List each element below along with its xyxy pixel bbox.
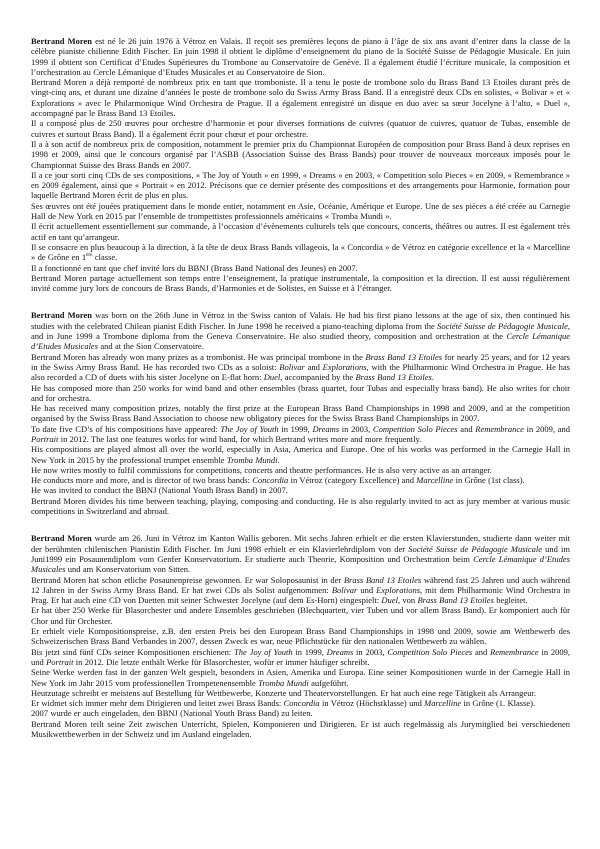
paragraph <box>31 475 570 485</box>
text-run: in Grône (1. Klasse). <box>461 698 536 709</box>
text-run: Er widmet sich immer mehr dem Dirigieren und leitet zwei Brass Bands: <box>31 698 284 709</box>
text-run-bold: Bertrand Moren <box>31 36 93 46</box>
text-run: Ses œuvres ont été jouées pratiquement dans le monde entier, notamment en Asie, Océanie, Amérique et Europe. Une de ses pièces a été créée au Carnegie Hall de New York en 2015 par l’ensemble de trompettistes professionnels américains « Tromba Mundi ». <box>31 200 570 222</box>
bio-section-german <box>31 533 570 739</box>
text-run: and at the Sion Conservatoire. <box>98 341 204 352</box>
text-run-italic: Tromba Mundi <box>258 677 309 688</box>
text-run: , von <box>397 595 418 606</box>
text-run-italic: Concordia <box>283 698 320 709</box>
text-run: Seine Werke werden fast in der ganzen Welt gespielt, besonders in Asien, Amerika und Europa. Eine seiner Kompositionen wurde in der Carnegie Hall in New York im Jahr 2015 vom professionellen Trompetenensemble <box>31 667 570 688</box>
text-run-italic: Bolivar <box>331 584 358 595</box>
text-run: , with the Philharmonic Wind Orchestra in Prague. He has also recorded a CD of duets with his sister Jocelyne on E-flat horn: <box>31 361 570 383</box>
paragraph <box>31 139 570 170</box>
text-run: To date five CD’s of his compositions have appeared: <box>31 423 221 434</box>
text-run: in 2012. The last one features works for wind band, for which Bertrand writes more and more frequently. <box>58 433 422 444</box>
bio-section-english <box>31 310 570 516</box>
paragraph <box>31 605 570 626</box>
text-run-italic: Competition Solo Pieces <box>372 423 458 434</box>
text-run: and <box>457 423 476 434</box>
text-run-italic: The Joy of Youth <box>220 423 279 434</box>
text-run: and <box>472 646 491 657</box>
text-run-italic: Brass Band 13 Etoiles <box>365 351 443 362</box>
text-run: He now writes mostly to fulfil commissions for competitions, concerts and theatre performances. He is also very active as an arranger. <box>31 464 492 475</box>
text-run: Er hat über 250 Werke für Blasorchester und andere Ensembles geschrieben (Blechquartett, vier Tuben und vor allem Brass Band). Er komponiert auch für Chor und für Orchester. <box>31 605 570 626</box>
text-run: , mit dem Philharmonic Wind Orchestra in Prag. Er hat auch eine CD von Duetten mit seiner Schwester Jocelyne (auf dem Es-Horn) eingespielt: <box>31 584 570 606</box>
text-run-bold: Bertrand Moren <box>31 310 92 321</box>
paragraph <box>31 383 570 404</box>
text-run-italic: Duel <box>263 372 281 383</box>
text-run: Bis jetzt sind fünf CDs seiner Kompositionen erschienen: <box>31 646 235 657</box>
text-run: for nearly 25 years, and for 12 years in the Swiss Army Brass Band. He has recorded two CDs as a soloist: <box>31 351 570 372</box>
paragraph <box>31 170 570 201</box>
text-run: . <box>277 454 280 465</box>
text-run: in 1999, <box>278 423 313 434</box>
text-run-italic: Marcelline <box>416 475 454 486</box>
text-run: Bertrand Moren teilt seine Zeit zwischen Unterricht, Spielen, Komponieren und Dirigieren. Er ist auch regelmässig als Jurymitglied bei verschiedenen Musikwettbewerben in der Schweiz und im Ausland eingeladen. <box>31 718 570 739</box>
text-run: und <box>357 584 377 595</box>
paragraph <box>31 647 570 668</box>
paragraph <box>31 688 570 698</box>
text-run: , accompanied by the <box>280 372 356 383</box>
text-run: in 1999, <box>292 646 327 657</box>
text-run-italic: Portrait <box>46 656 74 667</box>
text-run: He has composed more than 250 works for wind band and other ensembles (brass quartet, four Tubas and especially brass band). He also writes for choir and for orchestra. <box>31 382 570 403</box>
text-run-italic: Duel <box>381 595 398 606</box>
text-run-italic: Remembrance <box>490 646 539 657</box>
text-run: His compositions are played almost all over the world, especially in Asia, America and Europe. One of his works was performed in the Carnegie Hall in New York in 2015 by the professional trumpet ensemble <box>31 444 570 465</box>
paragraph <box>31 698 570 708</box>
paragraph <box>31 352 570 383</box>
paragraph <box>31 221 570 242</box>
text-run: während fast 25 Jahren und auch während 12 Jahren in der Swiss Army Brass Band. Er hat zwei CDs als Solist aufgenommen: <box>31 574 571 595</box>
paragraph <box>31 118 570 139</box>
text-run-italic: Dreams <box>312 423 340 434</box>
text-run: in Vétroz (Höchstklasse) und <box>319 698 425 709</box>
text-run-italic: Brass Band 13 Etoiles <box>417 595 494 606</box>
text-run: und am Konservatorium von Sitten. <box>65 564 191 575</box>
text-run: aufgeführt. <box>308 677 349 688</box>
paragraph <box>31 444 570 465</box>
text-run: He has received many composition prizes, notably the first prize at the European Brass Band Championships in 1998 and 2009, and at the competition organised by the Swiss Brass Band Association to choose new obligatory pieces for the Swiss Brass Band Championships in 2007. <box>31 403 570 424</box>
text-run: Il a composé plus de 250 œuvres pour orchestre d’harmonie et pour diverses formations de cuivres (quatuor de cuivres, quatuor de Tubas, ensemble de cuivres et surtout Brass Band). Il a également écrit pour chœur et pour orchestre. <box>31 118 570 139</box>
text-run: . <box>431 372 434 383</box>
text-run-italic: Brass Band 13 Etoiles <box>343 574 422 585</box>
paragraph <box>31 273 570 294</box>
text-run: Bertrand Moren a déjà remporté de nombreux prix en tant que tromboniste. Il a tenu le poste de trombone solo du Brass Band 13 Etoiles durant près de vingt-cinq ans, et durant une dizaine d’années le poste de trombone solo du Swiss Army Brass Band. Il a enregistré deux CDs en solistes, « Bolivar » et « Explorations » avec le Philarmonique Wind Orchestra de Prague. Il a également enregistré un disque en duo avec sa sœur Jocelyne à l’alto, « Duel », accompagné par le Brass Band 13 Etoiles. <box>31 77 570 119</box>
text-run: , and in June 1999 a Trombone diploma from the Geneva Conservatoire. He also studied theory, composition and orchestration at the <box>31 320 570 342</box>
text-run: Il se consacre en plus beaucoup à la direction, à la tête de deux Brass Bands villageois, la « Concordia » de Vétroz en catégorie excellence et la « Marcelline » de Grône en 1 <box>31 241 570 263</box>
text-run: wurde am 26. Juni in Vétroz im Kanton Wallis geboren. Mit sechs Jahren erhielt er die ersten Klavierstunden, studierte dann weiter mit der berühmten chilenischen Pianistin Edith Fischer. Im Juni 1998 erhielt er ein Klavierlehrdiplom von der <box>31 533 570 554</box>
paragraph <box>31 496 570 517</box>
paragraph <box>31 424 570 445</box>
text-run-italic: Portrait <box>31 433 59 444</box>
text-run: He conducts more and more, and is director of two brass bands: <box>31 475 253 486</box>
bio-section-french <box>31 36 570 293</box>
text-run: in Vétroz (category Excellence) and <box>288 475 417 486</box>
text-run: in 2003, <box>353 646 388 657</box>
paragraph <box>31 485 570 495</box>
text-run-italic: Dreams <box>326 646 354 657</box>
text-run: in Grône (1st class). <box>453 475 525 486</box>
text-run: Bertrand Moren divides his time between teaching, playing, composing and conducting. He is also regularly invited to act as jury member at various music competitions in Switzerland and abroad. <box>31 495 570 517</box>
text-run: in 2003, <box>339 423 373 434</box>
text-run: und im Juni1999 ein Posaunendiplom vom Genfer Konservatorium. Er studierte auch Theorie, Komposition und Orchestration beim <box>31 543 571 564</box>
text-run-italic: Brass Band 13 Etoiles <box>355 372 432 383</box>
text-run-italic: Société Suisse de Pédagogie Musicale <box>408 543 543 554</box>
text-run: Er erhielt viele Kompositionspreise, z.B. den ersten Preis bei den European Brass Band Championships in 1998 und 2009, sowie am Wettbewerb des Schweizerischen Brass Band Verbandes in 2007, dessen Zweck es war, neue Pflichtstücke für den nationalen Wettbewerb zu wählen. <box>31 626 570 647</box>
text-run-italic: Bolivar <box>279 361 305 372</box>
text-run-italic: Competition Solo Pieces <box>387 646 473 657</box>
text-run: Heutzutage schreibt er meistens auf Bestellung für Wettbewerbe, Konzerte und Theatervorstellungen. Er hat auch eine rege Tätigkeit als Arrangeur. <box>31 687 536 698</box>
text-run-italic: Concordia <box>252 475 289 486</box>
text-run: in 2009, and <box>523 423 570 434</box>
text-run-italic: Cercle Lémanique d’Etudes Musicales <box>31 553 570 575</box>
text-run: est né le 26 juin 1976 à Vétroz en Valais. Il reçoit ses premières leçons de piano à l’âge de six ans avant d’entrer dans la classe de la célèbre pianiste chilienne Edith Fischer. En juin 1998 il obtient le diplôme d’enseignement du piano de la Société Suisse de Pédagogie Musicale. En juin 1999 il obtient son Certificat d’Etudes Supérieures du Trombone au Conservatoire de Genève. Il a également étudié l’écriture musicale, la composition et l’orchestration au Cercle Lémanique d’Etudes Musicales et au Conservatoire de Sion. <box>31 36 571 77</box>
text-run: 2007 wurde er auch eingeladen, den BBNJ (National Youth Brass Band) zu leiten. <box>31 708 313 719</box>
text-run: He was invited to conduct the BBNJ (National Youth Brass Band) in 2007. <box>31 485 288 496</box>
text-run-italic: Remembrance <box>475 423 524 434</box>
paragraph <box>31 533 570 574</box>
text-run: Bertrand Moren has already won many prizes as a trombonist. He was principal trombone in the <box>31 351 366 362</box>
text-run-italic: Tromba Mundi <box>226 454 278 465</box>
text-run-italic: Cercle Lémanique d’Etudes Musicales <box>31 331 570 352</box>
text-run: Bertrand Moren hat schon etliche Posaunenpreise gewonnen. Er war Soloposaunist in der <box>31 574 344 585</box>
paragraph <box>31 310 570 351</box>
text-run: Il a ce jour sorti cinq CDs de ses compositions, « The Joy of Youth » en 1999, « Dreams » en 2003, « Competition solo Pieces » en 2009, « Remembrance » en 2009 également, ainsi que « Portrait » en 2012. Précisons que ce dernier présente des compositions et des arrangements pour Harmonie, formation pour laquelle Bertrand Moren écrit de plus en plus. <box>31 169 570 201</box>
text-run: and <box>304 361 323 372</box>
text-run: begleitet. <box>493 595 528 606</box>
text-run: Il a fonctionné en tant que chef invité lors du BBNJ (Brass Band National des Jeunes) en 2007. <box>31 262 358 273</box>
paragraph <box>31 242 570 263</box>
paragraph <box>31 626 570 647</box>
text-run-italic: Société Suisse de Pédagogie Musicale <box>437 320 568 331</box>
paragraph <box>31 36 570 77</box>
text-run: was born on the 26th June in Vétroz in the Swiss canton of Valais. He had his first piano lessons at the age of six, then continued his studies with the celebrated Chilean pianist Edith Fischer. In June 1998 he received a piano-teaching diploma from the <box>31 310 570 331</box>
paragraph <box>31 575 570 606</box>
text-run: Il écrit actuellement essentiellement sur commande, à l’occasion d’évènements culturels tels que concours, concerts, théâtres ou autres. Il est également très actif en tant qu’arrangeur. <box>31 221 570 242</box>
paragraph <box>31 708 570 718</box>
paragraph <box>31 403 570 424</box>
text-run: Il a à son actif de nombreux prix de composition, notamment le premier prix du Championnat Européen de composition pour Brass Band à deux reprises en 1998 et 2009, ainsi que le concours organisé par l’ASBB (Association Suisse des Brass Bands) pour trouver de nouveaux morceaux imposés pour le Championnat Suisse des Brass Bands en 2007. <box>31 138 570 170</box>
paragraph <box>31 263 570 273</box>
text-run-bold: Bertrand Moren <box>31 533 92 544</box>
paragraph <box>31 719 570 740</box>
text-run-italic: Explorations <box>322 361 367 372</box>
paragraph <box>31 77 570 118</box>
text-run: Bertrand Moren partage actuellement son temps entre l’enseignement, la pratique instrumentale, la composition et la direction. Il est aussi régulièrement invité comme jury lors de concours de Brass Bands, d’Harmonies et de Solistes, en Suisse et à l’étranger. <box>31 272 570 294</box>
text-run: classe. <box>92 252 118 263</box>
text-run: in 2012. Die letzte enthält Werke für Blasorchester, wofür er immer häufiger schreibt. <box>73 656 370 667</box>
text-run-sup: ère <box>86 252 93 259</box>
text-run-italic: The Joy of Youth <box>234 646 293 657</box>
text-run-italic: Marcelline <box>424 698 462 709</box>
text-run-italic: Explorations <box>376 584 421 595</box>
text-run: in 2009, und <box>31 646 570 667</box>
paragraph <box>31 667 570 688</box>
paragraph <box>31 465 570 475</box>
paragraph <box>31 201 570 222</box>
